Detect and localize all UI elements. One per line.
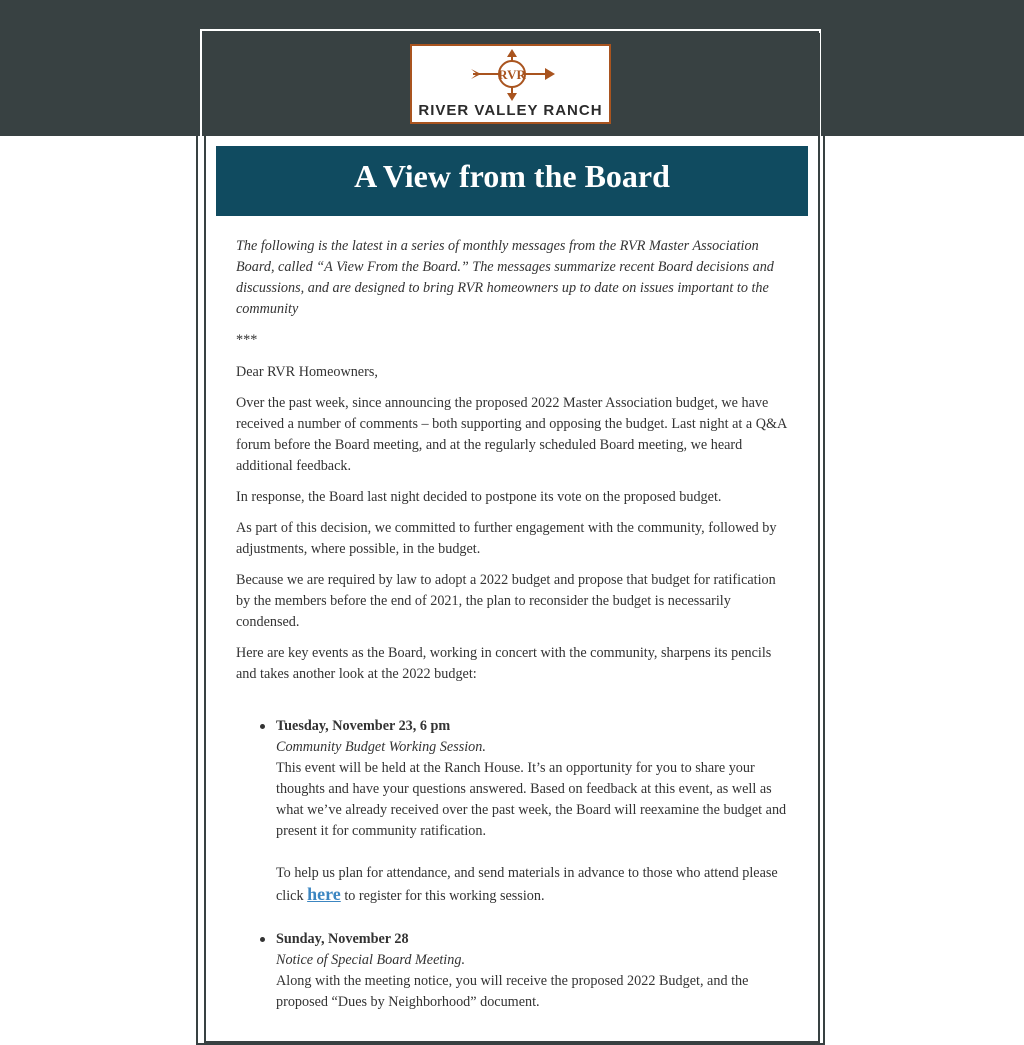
event-type: Notice of Special Board Meeting. (276, 952, 465, 968)
list-item (276, 716, 792, 907)
register-text-after: to register for this working session. (344, 888, 545, 904)
river-valley-ranch-logo (410, 44, 611, 124)
event-description: Along with the meeting notice, you will receive the proposed 2022 Budget, and the proposed “Dues by Neighborhood” document. (276, 973, 749, 1010)
event-date: Tuesday, November 23, 6 pm (276, 718, 451, 734)
logo-text: RIVER VALLEY RANCH (418, 102, 603, 119)
paragraph: As part of this decision, we committed to further engagement with the community, followed by adjustments, where possible, in the budget. (236, 520, 777, 557)
events-list (236, 716, 792, 1013)
paragraph: Over the past week, since announcing the proposed 2022 Master Association budget, we have received a number of comments – both supporting and opposing the budget. Last night at a Q&A forum before the Board meeting, and at the regularly scheduled Board meeting, we heard additional feedback. (236, 395, 787, 474)
svg-text:RVR: RVR (498, 67, 526, 82)
salutation: Dear RVR Homeowners, (236, 364, 378, 380)
compass-arrow-icon (467, 49, 557, 101)
spacer (276, 842, 792, 863)
page-title: A View from the Board (354, 158, 670, 194)
spacer (236, 695, 792, 716)
paragraph: Here are key events as the Board, working in concert with the community, sharpens its pencils and takes another look at the 2022 budget: (236, 645, 772, 682)
event-type: Community Budget Working Session. (276, 739, 486, 755)
message-body (236, 236, 792, 1035)
separator: *** (236, 332, 258, 348)
event-description: This event will be held at the Ranch House. It’s an opportunity for you to share your thoughts and have your questions answered. Based on feedback at this event, as well as what we’ve already received over the past week, the Board will reexamine the budget and present it for community ratification. (276, 760, 787, 839)
register-text (276, 863, 792, 907)
register-text-before: To help us plan for attendance, and send materials in advance to those who attend please click (276, 865, 778, 904)
paragraph: In response, the Board last night decided to postpone its vote on the proposed budget. (236, 489, 722, 505)
paragraph: Because we are required by law to adopt a 2022 budget and propose that budget for ratification by the members before the end of 2021, the plan to reconsider the budget is necessarily condensed. (236, 572, 776, 630)
title-banner (216, 146, 808, 216)
register-link[interactable]: here (307, 884, 341, 904)
intro-paragraph: The following is the latest in a series of monthly messages from the RVR Master Association Board, called “A View From the Board.” The messages summarize recent Board decisions and discussions, and are designed to bring RVR homeowners up to date on issues important to the community (236, 238, 774, 317)
list-item (276, 929, 792, 1013)
event-date: Sunday, November 28 (276, 931, 409, 947)
